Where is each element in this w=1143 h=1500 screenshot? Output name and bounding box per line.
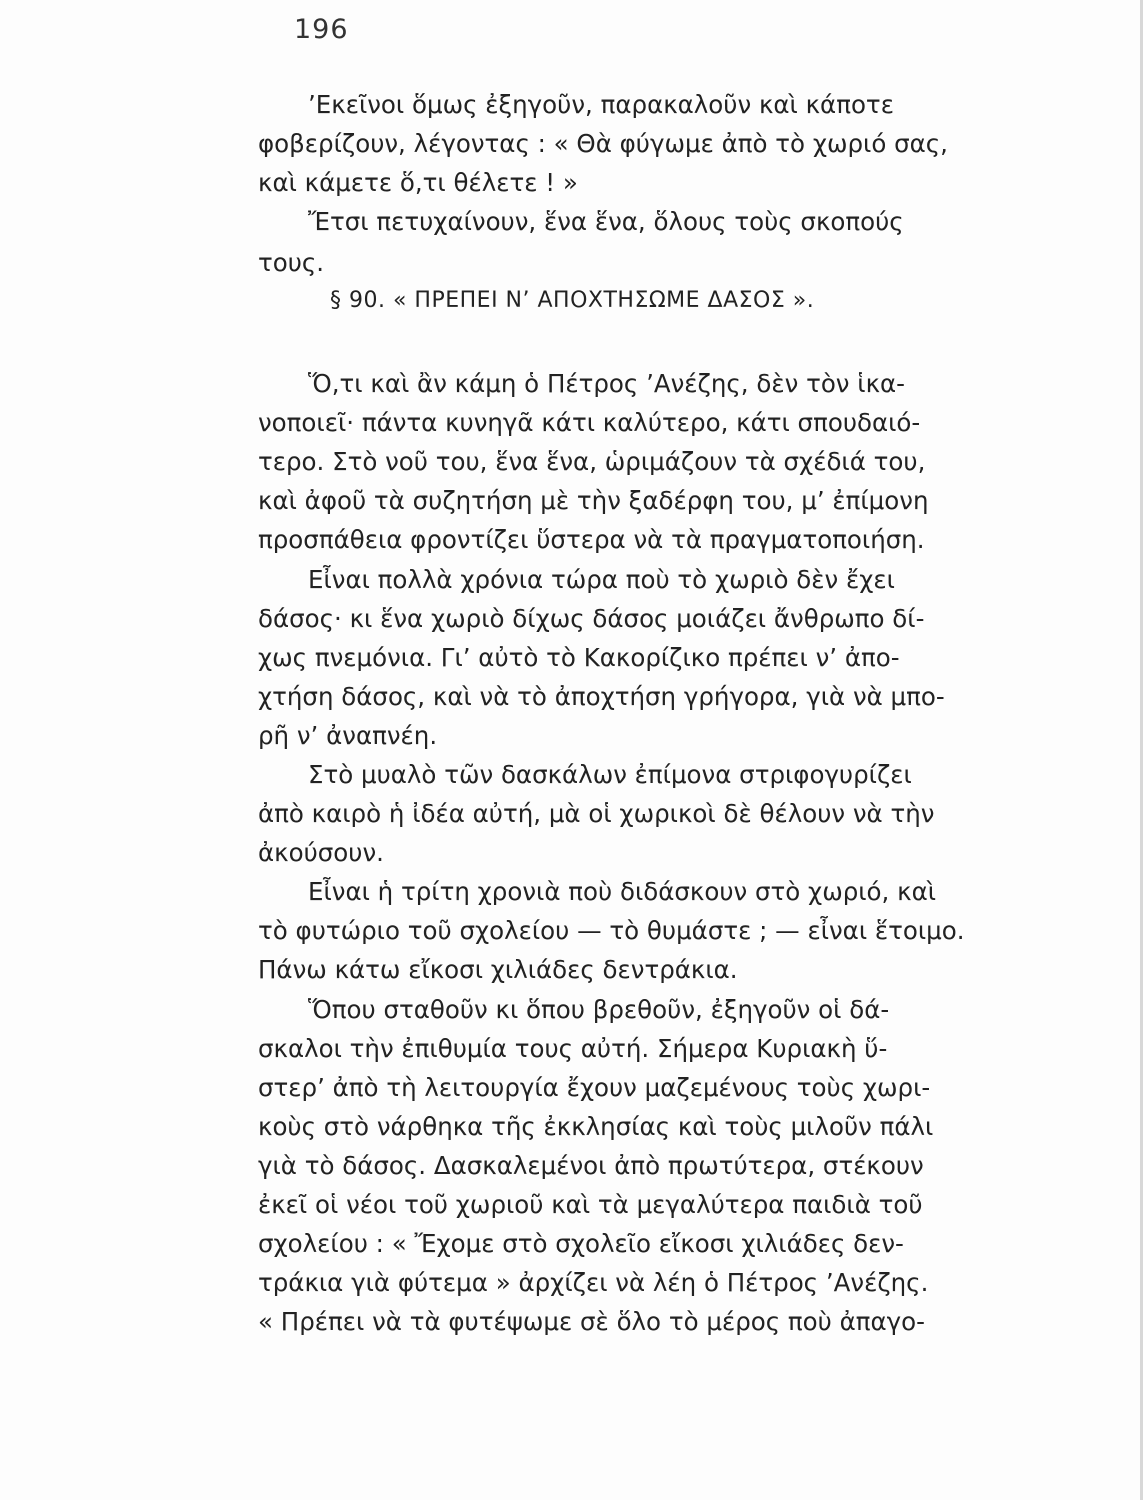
text-line: καὶ κάμετε ὅ,τι θέλετε ! » [258,168,578,197]
text-line: Στὸ μυαλὸ τῶν δασκάλων ἐπίμονα στριφογυρίζει [308,760,912,789]
text-line: τὸ φυτώριο τοῦ σχολείου — τὸ θυμάστε ; — εἶναι ἕτοιμο. [258,916,965,945]
text-line: ἐκεῖ οἱ νέοι τοῦ χωριοῦ καὶ τὰ μεγαλύτερα παιδιὰ τοῦ [258,1190,923,1219]
text-line: ἀπὸ καιρὸ ἡ ἰδέα αὐτή, μὰ οἱ χωρικοὶ δὲ θέλουν νὰ τὴν [258,799,935,828]
text-line: ρῆ ν’ ἀναπνέη. [258,721,438,750]
text-line: τράκια γιὰ φύτεμα » ἀρχίζει νὰ λέη ὁ Πέτρος ’Ανέζης. [258,1268,929,1297]
text-line: ’Εκεῖνοι ὅμως ἐξηγοῦν, παρακαλοῦν καὶ κάποτε [308,90,894,119]
text-line: προσπάθεια φροντίζει ὕστερα νὰ τὰ πραγματοποιήση. [258,525,925,554]
text-line: Εἶναι ἡ τρίτη χρονιὰ ποὺ διδάσκουν στὸ χωριό, καὶ [308,877,937,906]
section-heading: § 90. « ΠΡΕΠΕΙ Ν’ ΑΠΟΧΤΗΣΩΜΕ ΔΑΣΟΣ ». [330,288,815,313]
text-line: χτήση δάσος, καὶ νὰ τὸ ἀποχτήση γρήγορα, γιὰ νὰ μπο- [258,682,945,711]
text-line: χως πνεμόνια. Γι’ αὐτὸ τὸ Κακορίζικο πρέπει ν’ ἀπο- [258,643,900,672]
text-line: καὶ ἀφοῦ τὰ συζητήση μὲ τὴν ξαδέρφη του, μ’ ἐπίμονη [258,486,929,515]
text-line: Ὅ,τι καὶ ἂν κάμη ὁ Πέτρος ’Ανέζης, δὲν τὸν ἱκα- [308,369,905,398]
text-line: τερο. Στὸ νοῦ του, ἕνα ἕνα, ὡριμάζουν τὰ σχέδιά του, [258,447,926,476]
text-line: Ἔτσι πετυχαίνουν, ἕνα ἕνα, ὅλους τοὺς σκοπούς [308,207,904,236]
text-line: τους. [258,248,325,277]
page-number: 196 [294,14,349,45]
text-line: γιὰ τὸ δάσος. Δασκαλεμένοι ἀπὸ πρωτύτερα, στέκουν [258,1151,924,1180]
text-line: Πάνω κάτω εἴκοσι χιλιάδες δεντράκια. [258,955,738,984]
text-line: νοποιεῖ· πάντα κυνηγᾶ κάτι καλύτερο, κάτι σπουδαιό- [258,408,921,437]
text-line: « Πρέπει νὰ τὰ φυτέψωμε σὲ ὅλο τὸ μέρος ποὺ ἀπαγο- [258,1307,925,1336]
text-line: δάσος· κι ἕνα χωριὸ δίχως δάσος μοιάζει ἄνθρωπο δί- [258,604,925,633]
text-line: Ὅπου σταθοῦν κι ὅπου βρεθοῦν, ἐξηγοῦν οἱ δά- [308,995,890,1024]
text-line: σκαλοι τὴν ἐπιθυμία τους αὐτή. Σήμερα Κυριακὴ ὕ- [258,1034,888,1063]
text-line: ἀκούσουν. [258,838,384,867]
text-line: φοβερίζουν, λέγοντας : « Θὰ φύγωμε ἀπὸ τὸ χωριό σας, [258,129,948,158]
text-line: σχολείου : « Ἔχομε στὸ σχολεῖο εἴκοσι χιλιάδες δεν- [258,1229,904,1258]
text-line: κοὺς στὸ νάρθηκα τῆς ἐκκλησίας καὶ τοὺς μιλοῦν πάλι [258,1112,934,1141]
text-line: Εἶναι πολλὰ χρόνια τώρα ποὺ τὸ χωριὸ δὲν ἔχει [308,565,895,594]
text-line: στερ’ ἀπὸ τὴ λειτουργία ἔχουν μαζεμένους τοὺς χωρι- [258,1073,931,1102]
